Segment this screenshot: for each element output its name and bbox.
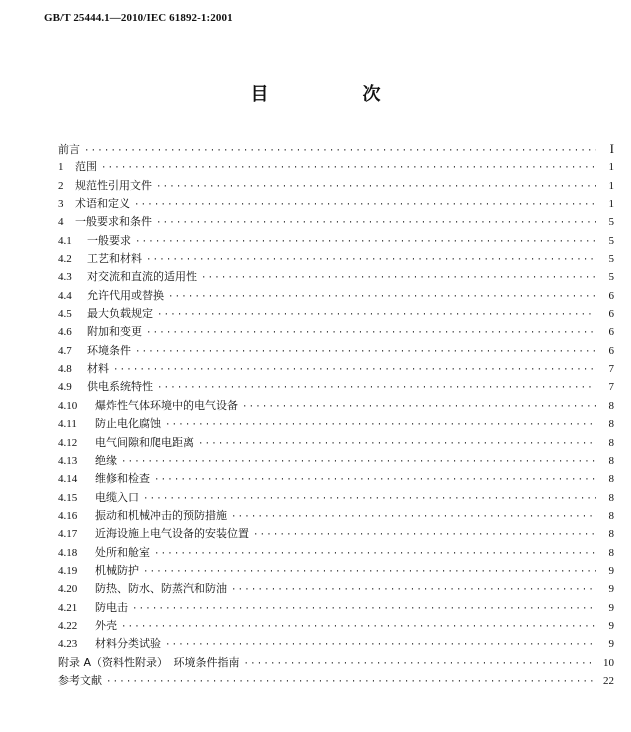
toc-dot-leader (156, 214, 596, 232)
toc-entry-title: 电气间隙和爬电距离 (95, 435, 194, 449)
toc-entry-number: 4.15 (58, 491, 78, 504)
toc-entry-page-number: 1 (608, 198, 614, 211)
toc-entry-number: 4.18 (58, 546, 78, 559)
toc-entry-number: 3 (58, 198, 64, 211)
toc-entry[interactable] (58, 287, 614, 305)
page-title: 目 次 (250, 84, 419, 105)
toc-dot-leader (231, 508, 596, 526)
toc-entry[interactable] (58, 213, 614, 231)
toc-entry-title: 附录 A（资料性附录） 环境条件指南 (58, 655, 240, 669)
toc-entry-title: 材料 (87, 362, 109, 376)
toc-dot-leader (154, 471, 596, 489)
toc-entry-number: 4.1 (58, 234, 72, 247)
toc-entry[interactable] (58, 158, 614, 176)
toc-entry[interactable] (58, 177, 614, 195)
toc-dot-leader (156, 178, 596, 196)
toc-entry-page-number: 10 (603, 656, 614, 669)
standard-code-header: GB/T 25444.1—2010/IEC 61892-1:2001 (44, 12, 233, 24)
toc-entry-number: 4.7 (58, 344, 72, 357)
toc-dot-leader (244, 655, 596, 673)
toc-entry-page-number: 7 (608, 381, 614, 394)
toc-entry-page-number: 1 (608, 179, 614, 192)
toc-entry-title: 处所和舱室 (95, 545, 150, 559)
toc-entry-number: 4.4 (58, 289, 72, 302)
toc-entry[interactable] (58, 617, 614, 635)
toc-entry-number: 4.14 (58, 473, 78, 486)
toc-entry-page-number: 9 (608, 638, 614, 651)
toc-entry-number: 4.22 (58, 619, 78, 632)
toc-entry-number: 2 (58, 179, 64, 192)
toc-entry-title: 范围 (75, 160, 97, 174)
toc-entry-number: 4.5 (58, 308, 72, 321)
toc-entry-title: 最大负载规定 (87, 307, 153, 321)
toc-entry[interactable] (58, 268, 614, 286)
toc-entry-title: 防止电化腐蚀 (95, 417, 161, 431)
toc-entry-title: 外壳 (95, 618, 117, 632)
toc-entry-page-number: 9 (608, 583, 614, 596)
toc-entry-number: 4.8 (58, 363, 72, 376)
toc-entry-page-number: 6 (608, 326, 614, 339)
toc-entry-number: 4 (58, 216, 64, 229)
toc-entry-number: 4.11 (58, 418, 77, 431)
toc-entry-title: 近海设施上电气设备的安装位置 (95, 527, 249, 541)
toc-entry-title: 允许代用或替换 (87, 288, 164, 302)
toc-entry[interactable] (58, 599, 614, 617)
toc-entry[interactable] (58, 323, 614, 341)
toc-entry[interactable] (58, 397, 614, 415)
toc-entry-number: 4.21 (58, 601, 78, 614)
toc-dot-leader (106, 673, 596, 691)
toc-entry-title: 术语和定义 (75, 197, 130, 211)
toc-entry[interactable] (58, 415, 614, 433)
toc-dot-leader (121, 618, 596, 636)
toc-entry-page-number: 9 (608, 564, 614, 577)
toc-entry-number: 4.10 (58, 399, 78, 412)
toc-entry[interactable] (58, 544, 614, 562)
toc-entry[interactable] (58, 452, 614, 470)
toc-entry-title: 规范性引用文件 (75, 178, 152, 192)
toc-entry-title: 一般要求和条件 (75, 215, 152, 229)
toc-entry-title: 对交流和直流的适用性 (87, 270, 197, 284)
toc-entry-page-number: 1 (608, 161, 614, 174)
toc-dot-leader (165, 636, 596, 654)
toc-entry-number: 4.20 (58, 583, 78, 596)
toc-entry-title: 一般要求 (87, 233, 131, 247)
toc-entry-number: 4.16 (58, 509, 78, 522)
toc-dot-leader (198, 435, 596, 453)
toc-entry[interactable] (58, 250, 614, 268)
toc-entry-number: 4.6 (58, 326, 72, 339)
toc-entry-page-number: 9 (608, 619, 614, 632)
toc-entry-title: 机械防护 (95, 563, 139, 577)
toc-dot-leader (132, 600, 596, 618)
toc-dot-leader (157, 379, 596, 397)
toc-entry[interactable] (58, 195, 614, 213)
toc-entry-page-number: 8 (608, 509, 614, 522)
toc-entry-number: 4.19 (58, 564, 78, 577)
toc-dot-leader (146, 251, 596, 269)
toc-entry-title: 前言 (58, 143, 80, 156)
toc-entry-title: 绝缘 (95, 453, 117, 467)
toc-entry-number: 4.17 (58, 528, 78, 541)
toc-entry[interactable] (58, 232, 614, 250)
toc-entry[interactable] (58, 489, 614, 507)
toc-entry-title: 参考文献 (58, 673, 102, 687)
toc-entry-number: 4.13 (58, 454, 78, 467)
toc-dot-leader (242, 398, 596, 416)
toc-dot-leader (143, 563, 596, 581)
toc-dot-leader (231, 581, 596, 599)
toc-entry-page-number: 8 (608, 399, 614, 412)
toc-entry-page-number: 8 (608, 436, 614, 449)
toc-dot-leader (121, 453, 596, 471)
toc-entry-number: 4.2 (58, 253, 72, 266)
toc-dot-leader (134, 196, 596, 214)
toc-dot-leader (157, 306, 596, 324)
toc-entry[interactable] (58, 525, 614, 543)
toc-dot-leader (135, 233, 596, 251)
toc-entry-page-number: 22 (603, 674, 614, 687)
toc-entry-page-number: 5 (608, 271, 614, 284)
toc-entry-title: 防电击 (95, 600, 128, 614)
toc-entry-page-number: 8 (608, 454, 614, 467)
toc-entry[interactable] (58, 562, 614, 580)
toc-dot-leader (135, 343, 596, 361)
toc-entry-title: 维修和检查 (95, 472, 150, 486)
toc-dot-leader (84, 142, 596, 160)
toc-entry-page-number: I (609, 141, 614, 156)
toc-entry-page-number: 8 (608, 546, 614, 559)
toc-entry-page-number: 6 (608, 289, 614, 302)
toc-entry-number: 4.9 (58, 381, 72, 394)
toc-entry[interactable] (58, 654, 614, 672)
toc-entry[interactable] (58, 305, 614, 323)
toc-entry-number: 4.23 (58, 638, 78, 651)
table-of-contents (58, 140, 614, 690)
toc-entry-page-number: 7 (608, 363, 614, 376)
toc-entry-page-number: 6 (608, 308, 614, 321)
toc-entry[interactable] (58, 360, 614, 378)
toc-dot-leader (165, 416, 596, 434)
toc-entry-page-number: 8 (608, 491, 614, 504)
toc-entry-page-number: 5 (608, 216, 614, 229)
toc-entry-title: 工艺和材料 (87, 252, 142, 266)
toc-dot-leader (113, 361, 596, 379)
toc-entry[interactable] (58, 635, 614, 653)
toc-entry-title: 振动和机械冲击的预防措施 (95, 508, 227, 522)
toc-entry-title: 防热、防水、防蒸汽和防油 (95, 582, 227, 596)
toc-dot-leader (154, 545, 596, 563)
toc-dot-leader (146, 324, 596, 342)
toc-entry-title: 环境条件 (87, 343, 131, 357)
toc-dot-leader (253, 526, 596, 544)
toc-dot-leader (168, 288, 596, 306)
toc-entry-page-number: 6 (608, 344, 614, 357)
toc-entry-page-number: 8 (608, 473, 614, 486)
toc-entry[interactable] (58, 672, 614, 690)
toc-entry-page-number: 8 (608, 528, 614, 541)
toc-entry-page-number: 8 (608, 418, 614, 431)
toc-entry[interactable] (58, 580, 614, 598)
toc-entry-number: 4.12 (58, 436, 78, 449)
toc-entry-title: 附加和变更 (87, 325, 142, 339)
toc-dot-leader (201, 269, 596, 287)
toc-entry-title: 供电系统特性 (87, 380, 153, 394)
toc-entry[interactable] (58, 140, 614, 158)
toc-entry-page-number: 5 (608, 234, 614, 247)
toc-entry[interactable] (58, 507, 614, 525)
toc-entry[interactable] (58, 342, 614, 360)
toc-entry-title: 电缆入口 (95, 490, 139, 504)
toc-entry[interactable] (58, 378, 614, 396)
toc-entry-number: 4.3 (58, 271, 72, 284)
toc-entry-page-number: 5 (608, 253, 614, 266)
toc-entry[interactable] (58, 470, 614, 488)
toc-entry[interactable] (58, 434, 614, 452)
toc-entry-page-number: 9 (608, 601, 614, 614)
toc-dot-leader (143, 490, 596, 508)
toc-entry-title: 爆炸性气体环境中的电气设备 (95, 398, 238, 412)
toc-entry-number: 1 (58, 161, 64, 174)
toc-entry-title: 材料分类试验 (95, 637, 161, 651)
toc-dot-leader (101, 159, 596, 177)
